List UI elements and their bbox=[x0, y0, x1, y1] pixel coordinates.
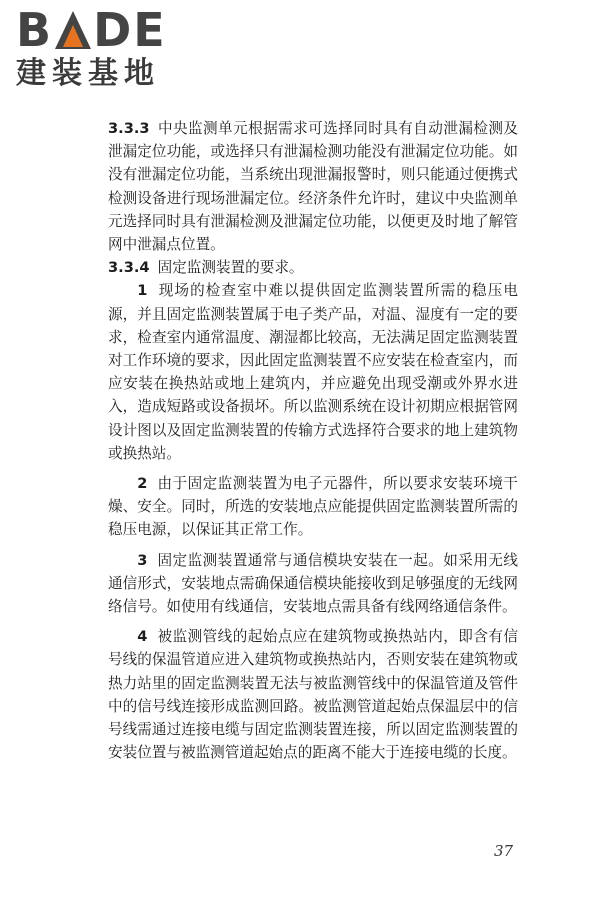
list-item-4 bbox=[108, 625, 518, 764]
logo-letter-b: B bbox=[16, 3, 54, 57]
list-item-1 bbox=[108, 279, 518, 465]
section-3-3-3 bbox=[108, 117, 518, 256]
item-number: 4 bbox=[137, 628, 148, 646]
item-number: 3 bbox=[137, 551, 148, 569]
section-3-3-4-heading bbox=[108, 256, 518, 279]
logo-chinese-text: 建装基地 bbox=[16, 56, 160, 91]
logo-letter-e: E bbox=[133, 3, 167, 57]
item-text: 现场的检查室中难以提供固定监测装置所需的稳压电源，并且固定监测装置属于电子类产品，对温、湿度有一定的要求，检查室内通常温度、潮湿都比较高，无法满足固定监测装置对工作环境的要求，因此固定监测装置不应安装在检查室内，而应安装在换热站或地上建筑内，并应避免出现受潮或外界水进入，造成短路或设备损坏。所以监测系统在设计初期应根据管网设计图以及固定监测装置的传输方式选择符合要求的地上建筑物或换热站。 bbox=[108, 282, 518, 462]
logo-a-triangle-icon bbox=[54, 10, 92, 50]
item-number: 1 bbox=[137, 282, 148, 300]
section-text: 中央监测单元根据需求可选择同时具有自动泄漏检测及泄漏定位功能，或选择只有泄漏检测功能没有泄漏定位功能。如没有泄漏定位功能，当系统出现泄漏报警时，则只能通过便携式检测设备进行现场泄漏定位。经济条件允许时，建议中央监测单元选择同时具有泄漏检测及泄漏定位功能，以便更及时地了解管网中泄漏点位置。 bbox=[108, 120, 518, 254]
page-number: 37 bbox=[494, 842, 514, 860]
item-text: 由于固定监测装置为电子元器件，所以要求安装环境干燥、安全。同时，所选的安装地点应能提供固定监测装置所需的稳压电源，以保证其正常工作。 bbox=[108, 475, 518, 539]
item-text: 被监测管线的起始点应在建筑物或换热站内，即含有信号线的保温管道应进入建筑物或换热站内，否则安装在建筑物或热力站里的固定监测装置无法与被监测管线中的保温管道及管件中的信号线连接形成监测回路。被监测管道起始点保温层中的信号线需通过连接电缆与固定监测装置连接，所以固定监测装置的安装位置与被监测管道起始点的距离不能大于连接电缆的长度。 bbox=[108, 628, 518, 762]
bade-logo bbox=[16, 3, 186, 96]
list-item-2 bbox=[108, 472, 518, 542]
document-body bbox=[108, 117, 518, 764]
logo-wordmark bbox=[16, 3, 186, 57]
section-number: 3.3.3 bbox=[108, 120, 150, 137]
section-title: 固定监测装置的要求。 bbox=[157, 259, 304, 277]
logo-letter-d: D bbox=[93, 3, 134, 57]
item-text: 固定监测装置通常与通信模块安装在一起。如采用无线通信形式，安装地点需确保通信模块能接收到足够强度的无线网络信号。如使用有线通信，安装地点需具备有线网络通信条件。 bbox=[108, 551, 518, 616]
section-number: 3.3.4 bbox=[108, 259, 150, 277]
item-number: 2 bbox=[137, 475, 148, 493]
list-item-3 bbox=[108, 549, 518, 619]
